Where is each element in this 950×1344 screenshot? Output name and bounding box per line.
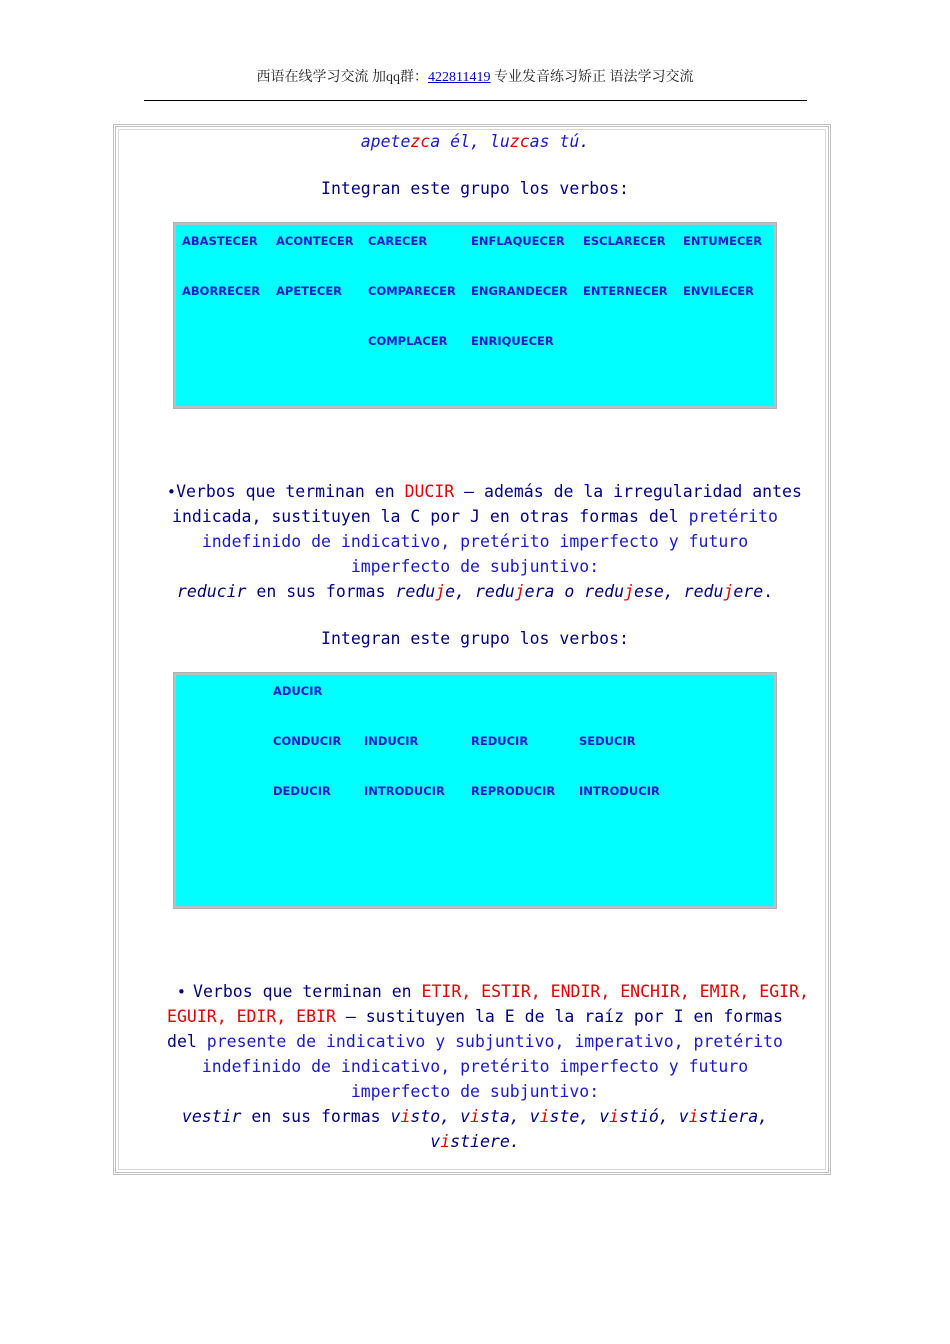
verb-cell: ENTUMECER	[683, 234, 763, 248]
verb-cell: SEDUCIR	[579, 734, 636, 748]
verb-cell: CARECER	[368, 234, 428, 248]
verb-cell: INDUCIR	[364, 734, 419, 748]
header-divider	[144, 100, 807, 101]
ducir-line-3: indefinido de indicativo, pretérito imperfecto y futuro	[201, 532, 749, 551]
verb-cell: ESCLARECER	[583, 234, 666, 248]
verb-cell: ENFLAQUECER	[471, 234, 565, 248]
bullet-icon: •	[177, 983, 186, 1001]
etir-line-5: imperfecto de subjuntivo:	[350, 1082, 600, 1101]
verb-cell: INTRODUCIR	[364, 784, 445, 798]
ducir-line-4: imperfecto de subjuntivo:	[350, 557, 600, 576]
verb-cell: INTRODUCIR	[579, 784, 660, 798]
header-text-before: 西语在线学习交流 加qq群：	[256, 70, 428, 85]
verb-cell: ACONTECER	[276, 234, 354, 248]
header-text-after: 专业发音练习矫正 语法学习交流	[490, 70, 694, 85]
verb-cell: REPRODUCIR	[471, 784, 556, 798]
ducir-line-2: indicada, sustituyen la C por J en otras formas del pretérito	[172, 507, 778, 526]
group1-intro: Integran este grupo los verbos:	[321, 179, 629, 198]
ducir-line-1: Verbos que terminan en DUCIR — además de la irregularidad antes	[176, 482, 802, 501]
group2-intro: Integran este grupo los verbos:	[321, 629, 629, 648]
etir-line-2: EGUIR, EDIR, EBIR — sustituyen la E de la raíz por I en formas	[167, 1007, 783, 1026]
verb-group-1-box	[174, 223, 776, 408]
etir-line-4: indefinido de indicativo, pretérito imperfecto y futuro	[201, 1057, 749, 1076]
ducir-example: reducir en sus formas reduje, redujera o redujese, redujere.	[176, 582, 774, 601]
verb-cell: COMPLACER	[368, 334, 448, 348]
verb-cell: ENTERNECER	[583, 284, 668, 298]
etir-line-3: del presente de indicativo y subjuntivo, imperativo, pretérito	[167, 1032, 783, 1051]
verb-cell: ADUCIR	[273, 684, 323, 698]
page-header	[0, 66, 950, 86]
verb-cell: COMPARECER	[368, 284, 456, 298]
verb-cell: APETECER	[276, 284, 343, 298]
verb-cell: ENVILECER	[683, 284, 754, 298]
qq-group-link[interactable]: 422811419	[428, 70, 491, 85]
etir-example-cont: vistiere.	[430, 1132, 520, 1151]
verb-cell: ABORRECER	[182, 284, 261, 298]
verb-cell: ABASTECER	[182, 234, 258, 248]
top-fragment: apetezca él, luzcas tú.	[360, 132, 590, 151]
verb-group-2-box	[174, 673, 776, 908]
verb-cell: DEDUCIR	[273, 784, 331, 798]
verb-cell: ENGRANDECER	[471, 284, 568, 298]
etir-line-1: Verbos que terminan en ETIR, ESTIR, ENDIR, ENCHIR, EMIR, EGIR,	[193, 982, 809, 1001]
verb-cell: REDUCIR	[471, 734, 529, 748]
bullet-icon: •	[167, 483, 176, 501]
verb-cell: ENRIQUECER	[471, 334, 554, 348]
etir-example: vestir en sus formas visto, vista, viste, vistió, vistiera,	[181, 1107, 769, 1126]
verb-cell: CONDUCIR	[273, 734, 342, 748]
